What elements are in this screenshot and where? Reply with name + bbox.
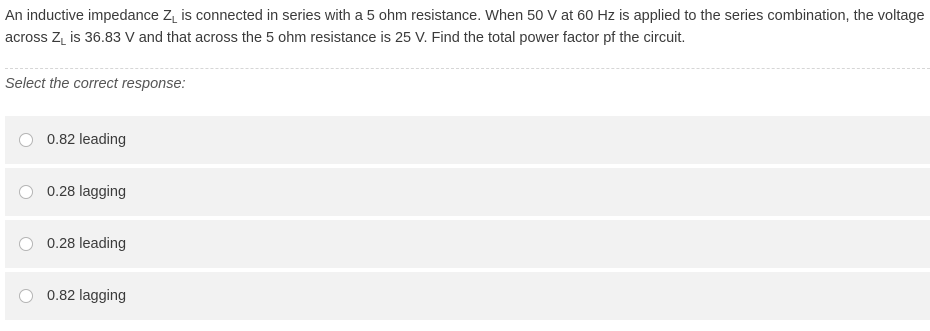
answer-option-4[interactable] [5,272,930,320]
radio-button[interactable] [19,133,33,147]
answer-option-label: 0.82 leading [47,132,127,148]
answer-option-1[interactable] [5,116,930,164]
response-prompt: Select the correct response: [5,76,186,92]
answer-option-2[interactable] [5,168,930,216]
radio-button[interactable] [19,185,33,199]
answer-options [5,116,930,324]
question-text: An inductive impedance $Z_L$ is connected in series with a 5 ohm resistance. When 50 V at 60 Hz is applied to the series combination, the voltage across $Z_L$ is 36.83 V and that across the 5 ohm resistance is 25 V. Find the total power factor pf the circuit. [5,8,925,48]
radio-button[interactable] [19,237,33,251]
divider [5,68,930,69]
answer-option-label: 0.28 leading [47,236,127,252]
answer-option-label: 0.28 lagging [47,184,127,200]
answer-option-3[interactable] [5,220,930,268]
radio-button[interactable] [19,289,33,303]
answer-option-label: 0.82 lagging [47,288,127,304]
